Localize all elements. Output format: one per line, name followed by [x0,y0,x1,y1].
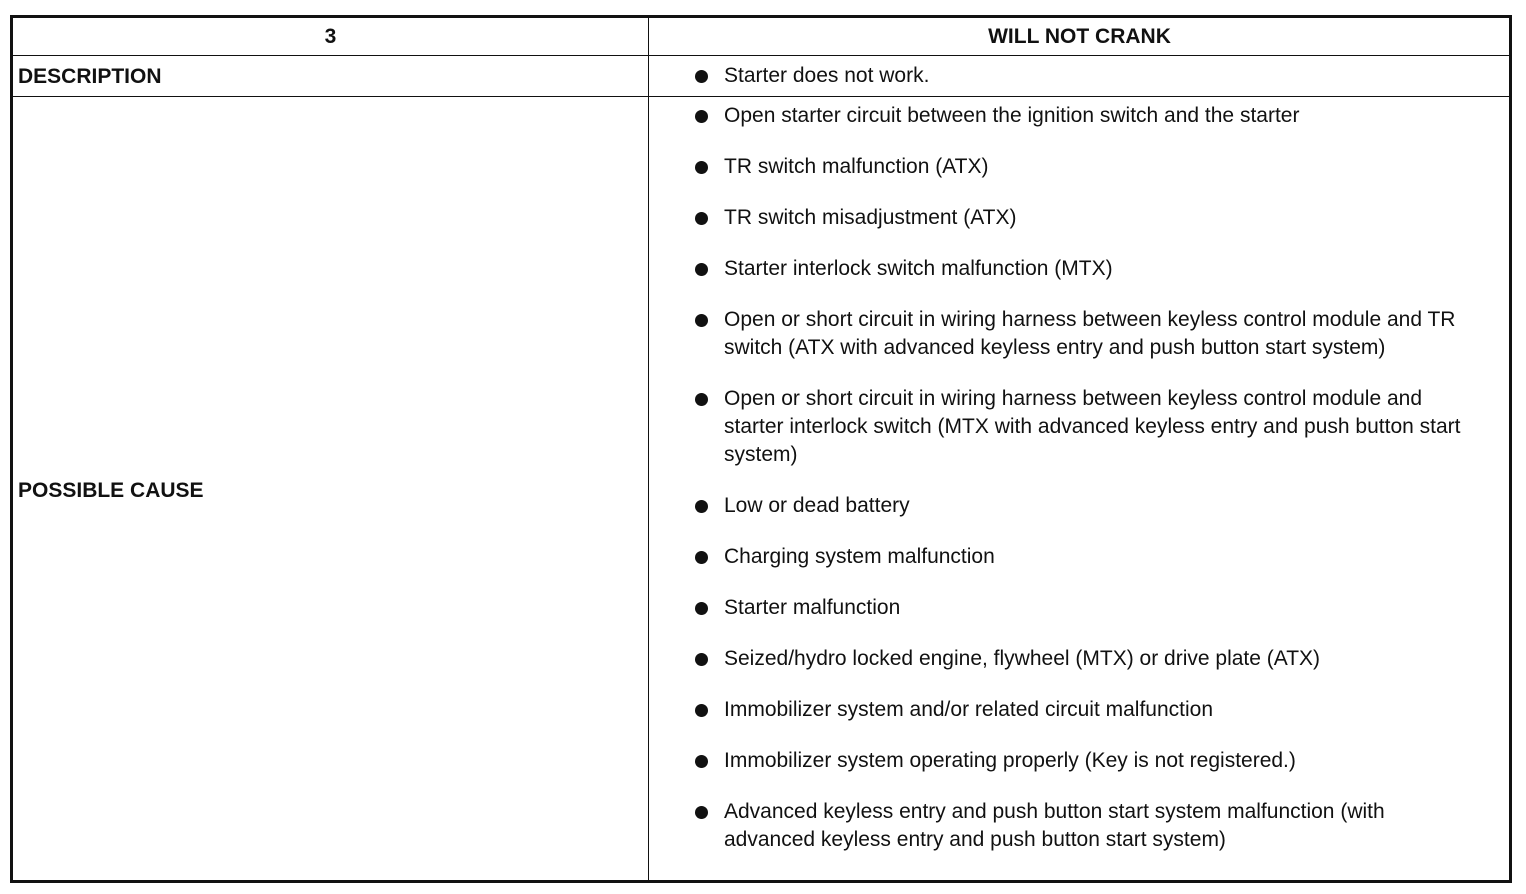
list-item [650,543,1509,571]
list-item [650,747,1509,775]
description-row [13,56,1509,97]
list-item [650,255,1509,283]
list-item [650,696,1509,724]
troubleshooting-table [10,15,1512,883]
possible-cause-list [650,102,1509,877]
list-item [650,306,1509,362]
list-item [650,62,1509,90]
possible-cause-row [13,97,1509,880]
list-item-text: Starter malfunction [724,596,901,619]
bullet-icon [695,551,708,564]
possible-cause-label-cell [13,97,648,880]
list-item-text: Open or short circuit in wiring harness between keyless control module and TR switch (ATX with advanced keyless entry and push button start system) [724,308,1456,359]
bullet-icon [695,755,708,768]
bullet-icon [695,161,708,174]
description-content-cell [650,56,1509,96]
bullet-icon [695,653,708,666]
bullet-icon [695,393,708,406]
table-header-row [13,18,1509,56]
bullet-icon [695,704,708,717]
description-label-cell [13,56,648,96]
bullet-icon [695,806,708,819]
description-list [650,62,1509,90]
list-item-text: Immobilizer system and/or related circuit malfunction [724,698,1214,721]
symptom-title: WILL NOT CRANK [988,25,1171,48]
list-item [650,153,1509,181]
list-item [650,798,1509,854]
header-number-cell [13,18,648,55]
list-item-text: Open starter circuit between the ignition switch and the starter [724,104,1300,127]
list-item-text: Starter interlock switch malfunction (MTX) [724,257,1113,280]
list-item-text: TR switch malfunction (ATX) [724,155,989,178]
bullet-icon [695,263,708,276]
list-item-text: Starter does not work. [724,64,930,87]
bullet-icon [695,70,708,83]
possible-cause-label: POSSIBLE CAUSE [18,479,204,502]
list-item-text: Charging system malfunction [724,545,995,568]
list-item-text: Advanced keyless entry and push button start system malfunction (with advanced keyless entry and push button start system) [724,800,1385,851]
possible-cause-content-cell [650,97,1509,880]
bullet-icon [695,602,708,615]
list-item [650,204,1509,232]
troubleshooting-number: 3 [324,25,337,48]
list-item-text: Low or dead battery [724,494,910,517]
list-item-text: Seized/hydro locked engine, flywheel (MTX) or drive plate (ATX) [724,647,1321,670]
description-label: DESCRIPTION [18,65,162,88]
header-title-cell [650,18,1509,55]
list-item-text: Immobilizer system operating properly (Key is not registered.) [724,749,1296,772]
bullet-icon [695,212,708,225]
list-item [650,594,1509,622]
bullet-icon [695,110,708,123]
list-item-text: TR switch misadjustment (ATX) [724,206,1017,229]
bullet-icon [695,500,708,513]
bullet-icon [695,314,708,327]
list-item [650,385,1509,469]
list-item [650,492,1509,520]
list-item-text: Open or short circuit in wiring harness between keyless control module and starter interlock switch (MTX with advanced keyless entry and push button start system) [724,387,1461,466]
list-item [650,102,1509,130]
list-item [650,645,1509,673]
